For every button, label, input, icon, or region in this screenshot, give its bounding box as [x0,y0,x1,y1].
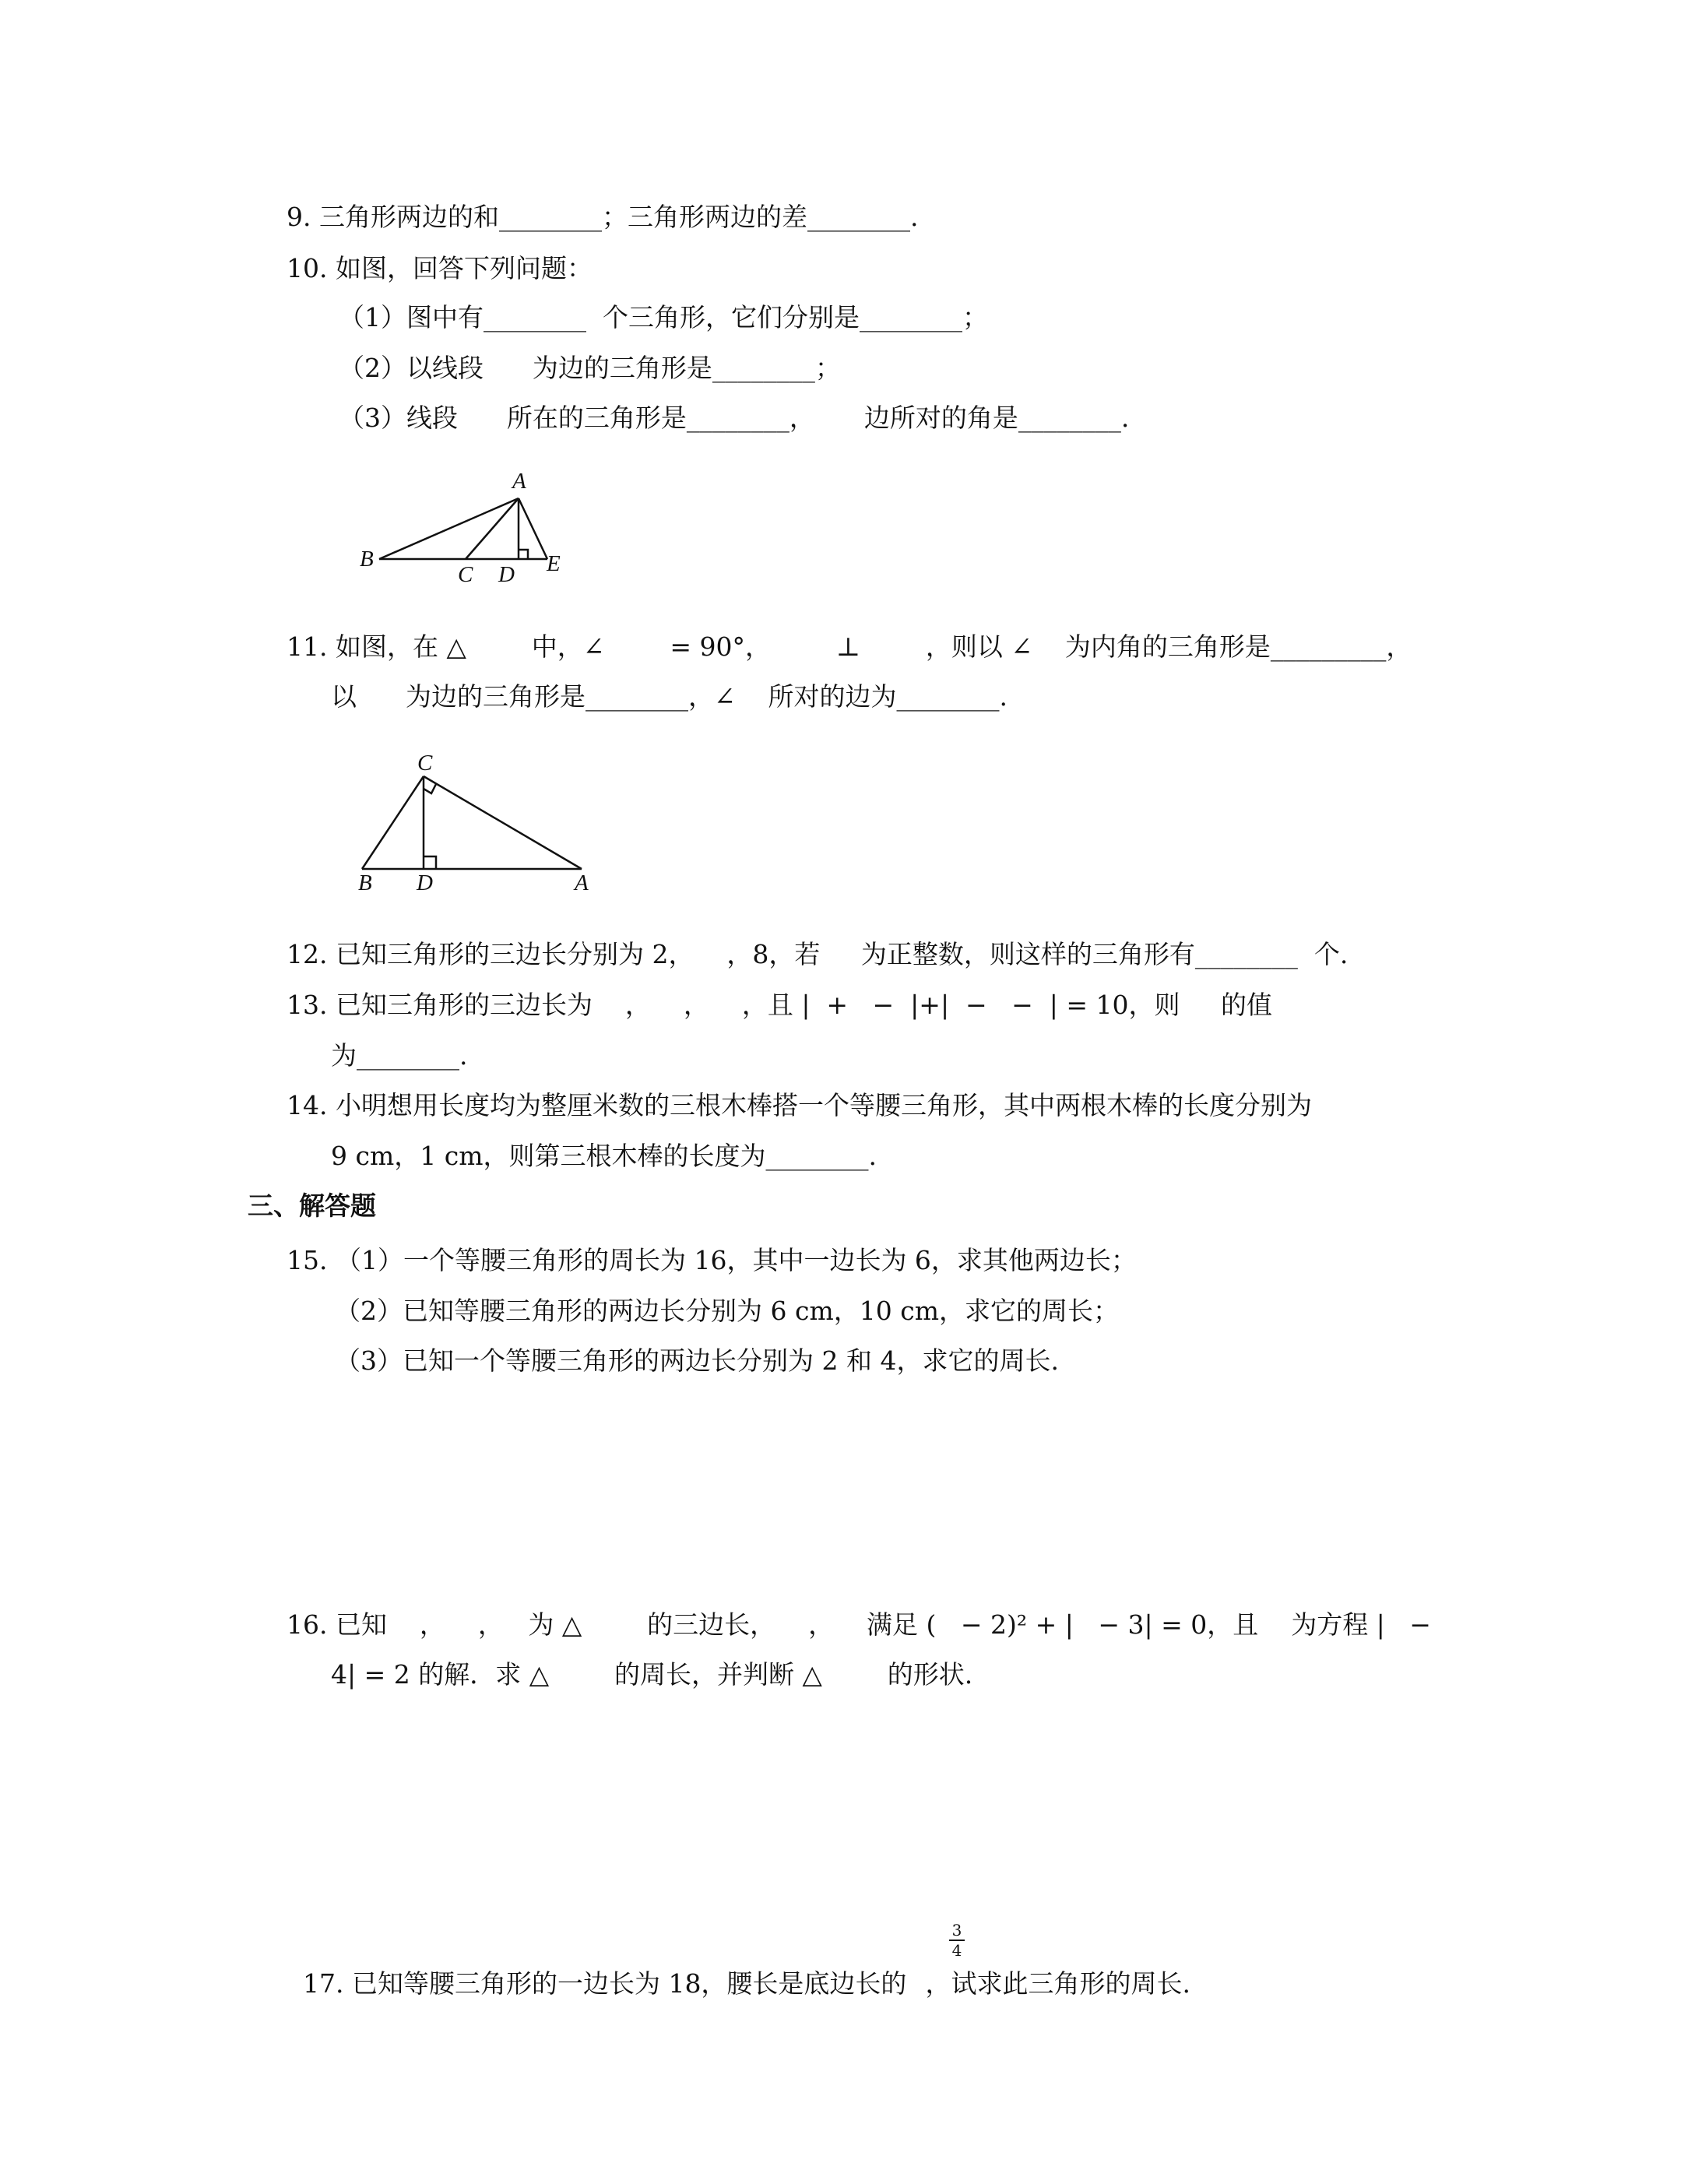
fraction-denominator: 4 [951,1941,962,1960]
question-15-part-2: （2）已知等腰三角形的两边长分别为 6 cm，10 cm，求它的周长； [335,1296,1119,1326]
figure10-label-e: E [547,551,561,576]
figure10-label-a: A [512,469,526,494]
question-10-part-1: （1）图中有________ 个三角形，它们分别是________； [339,302,988,332]
question-13-line-2: 为________. [331,1040,468,1071]
figure11-label-a: A [575,870,589,895]
question-15-part-3: （3）已知一个等腰三角形的两边长分别为 2 和 4，求它的周长. [335,1345,1059,1376]
figure10-label-c: C [458,562,473,587]
question-9: 9. 三角形两边的和________；三角形两边的差________. [287,202,919,232]
question-10-stem: 10. 如图，回答下列问题： [287,253,593,283]
question-16-line-1: 16. 已知 ， ， 为 △ 的三边长， ， 满足 ( − 2)² + | − 3| = 0，且 为方程 | − [287,1609,1431,1640]
question-10-part-3: （3）线段 所在的三角形是________， 边所对的角是________. [339,403,1130,433]
question-13-line-1: 13. 已知三角形的三边长为 ， ， ，且 | + − |+| − − | = 10，则 的值 [287,990,1272,1020]
question-10-figure [350,467,584,592]
fraction-numerator: 3 [951,1921,962,1940]
figure10-label-d: D [498,562,515,587]
question-11-line-2: 以 为边的三角形是________，∠ 所对的边为________. [331,681,1008,712]
question-17 [287,1930,1190,2002]
question-12: 12. 已知三角形的三边长分别为 2， ，8，若 为正整数，则这样的三角形有________ 个. [287,939,1349,969]
question-10-part-2: （2）以线段 为边的三角形是________； [339,353,841,383]
figure10-label-b: B [360,547,374,571]
fraction-three-quarters [949,1922,965,1959]
question-14-line-1: 14. 小明想用长度均为整厘米数的三根木棒搭一个等腰三角形，其中两根木棒的长度分别为 [287,1090,1312,1120]
question-14-line-2: 9 cm，1 cm，则第三根木棒的长度为________. [331,1141,877,1171]
figure11-label-b: B [358,870,372,895]
figure11-label-d: D [417,870,433,895]
question-11-figure [350,744,600,899]
question-17-text-after: ，试求此三角形的周长. [925,1968,1190,1999]
question-15-part-1: 15. （1）一个等腰三角形的周长为 16，其中一边长为 6，求其他两边长； [287,1245,1137,1275]
figure11-label-c: C [417,751,433,775]
question-11-line-1: 11. 如图，在 △ 中，∠ = 90°， ⊥ ，则以 ∠ 为内角的三角形是_________， [287,631,1412,662]
section-heading: 三、解答题 [248,1190,376,1221]
question-17-text-before: 17. 已知等腰三角形的一边长为 18，腰长是底边长的 [302,1968,907,1999]
question-16-line-2: 4| = 2 的解．求 △ 的周长，并判断 △ 的形状. [331,1659,973,1690]
